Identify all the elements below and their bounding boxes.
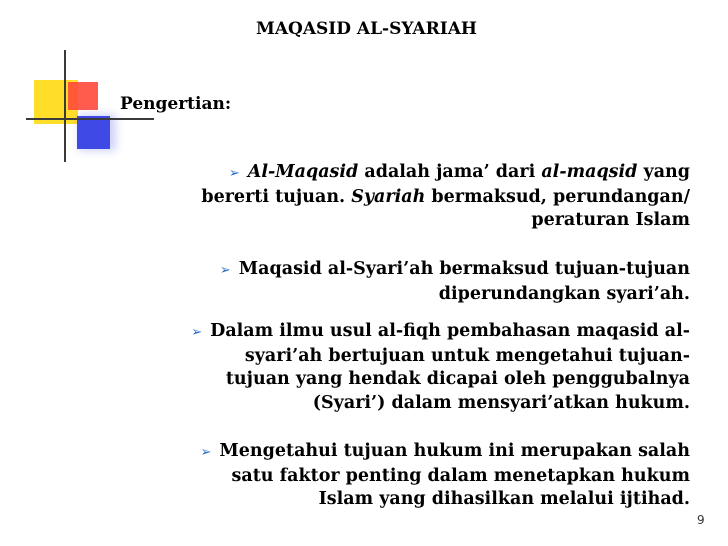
text-segment: adalah jama’ dari	[358, 162, 542, 182]
bullet-line	[191, 320, 690, 345]
text-segment: diperundangkan syari’ah.	[438, 283, 690, 304]
italic-term: Al-Maqasid	[247, 162, 359, 182]
blue-square	[77, 116, 110, 149]
bullet-line	[191, 392, 690, 416]
text-segment: bererti tujuan.	[201, 186, 352, 207]
text-segment: yang	[637, 162, 690, 182]
text-segment: satu faktor penting dalam menetapkan hukum	[231, 465, 690, 486]
slide-title: MAQASID AL-SYARIAH	[256, 19, 477, 39]
text-segment: syari’ah bertujuan untuk mengetahui tujuan-	[244, 345, 690, 366]
bullet-al-maqasid	[201, 161, 690, 233]
arrow-bullet-icon: ➢	[200, 445, 212, 460]
bullet-ilmu-usul-al-fiqh	[191, 320, 690, 415]
bullet-maqasid-al-syariah	[220, 258, 690, 306]
slide-heading: Pengertian:	[120, 94, 232, 114]
bullet-line	[201, 186, 690, 210]
bullet-mengetahui-tujuan-hukum	[200, 440, 690, 512]
bullet-line	[200, 488, 690, 512]
page-number: 9	[697, 513, 705, 527]
italic-term: Syariah	[351, 186, 426, 207]
bullet-line	[200, 465, 690, 489]
bullet-line	[191, 368, 690, 392]
arrow-bullet-icon: ➢	[219, 263, 231, 278]
bullet-line	[201, 209, 690, 233]
bullet-line	[220, 258, 690, 283]
bullet-line	[220, 283, 690, 307]
text-segment: Islam yang dihasilkan melalui ijtihad.	[318, 489, 690, 510]
text-segment: Mengetahui tujuan hukum ini merupakan salah	[219, 441, 690, 461]
italic-term: al-maqsid	[541, 162, 638, 182]
red-square	[68, 82, 98, 110]
bullet-line	[191, 345, 690, 369]
text-segment: bermaksud, perundangan/	[425, 186, 690, 207]
arrow-bullet-icon: ➢	[191, 325, 203, 340]
bullet-line	[200, 440, 690, 465]
vertical-line	[64, 50, 66, 162]
bullet-line	[201, 161, 690, 186]
text-segment: Dalam ilmu usul al-fiqh pembahasan maqasid al-	[210, 321, 690, 341]
text-segment: peraturan Islam	[531, 210, 690, 231]
text-segment: (Syari’) dalam mensyari’atkan hukum.	[312, 392, 690, 413]
horizontal-line	[26, 118, 154, 120]
text-segment: tujuan yang hendak dicapai oleh penggubalnya	[225, 369, 690, 390]
text-segment: Maqasid al-Syari’ah bermaksud tujuan-tujuan	[238, 259, 690, 279]
arrow-bullet-icon: ➢	[228, 166, 240, 181]
